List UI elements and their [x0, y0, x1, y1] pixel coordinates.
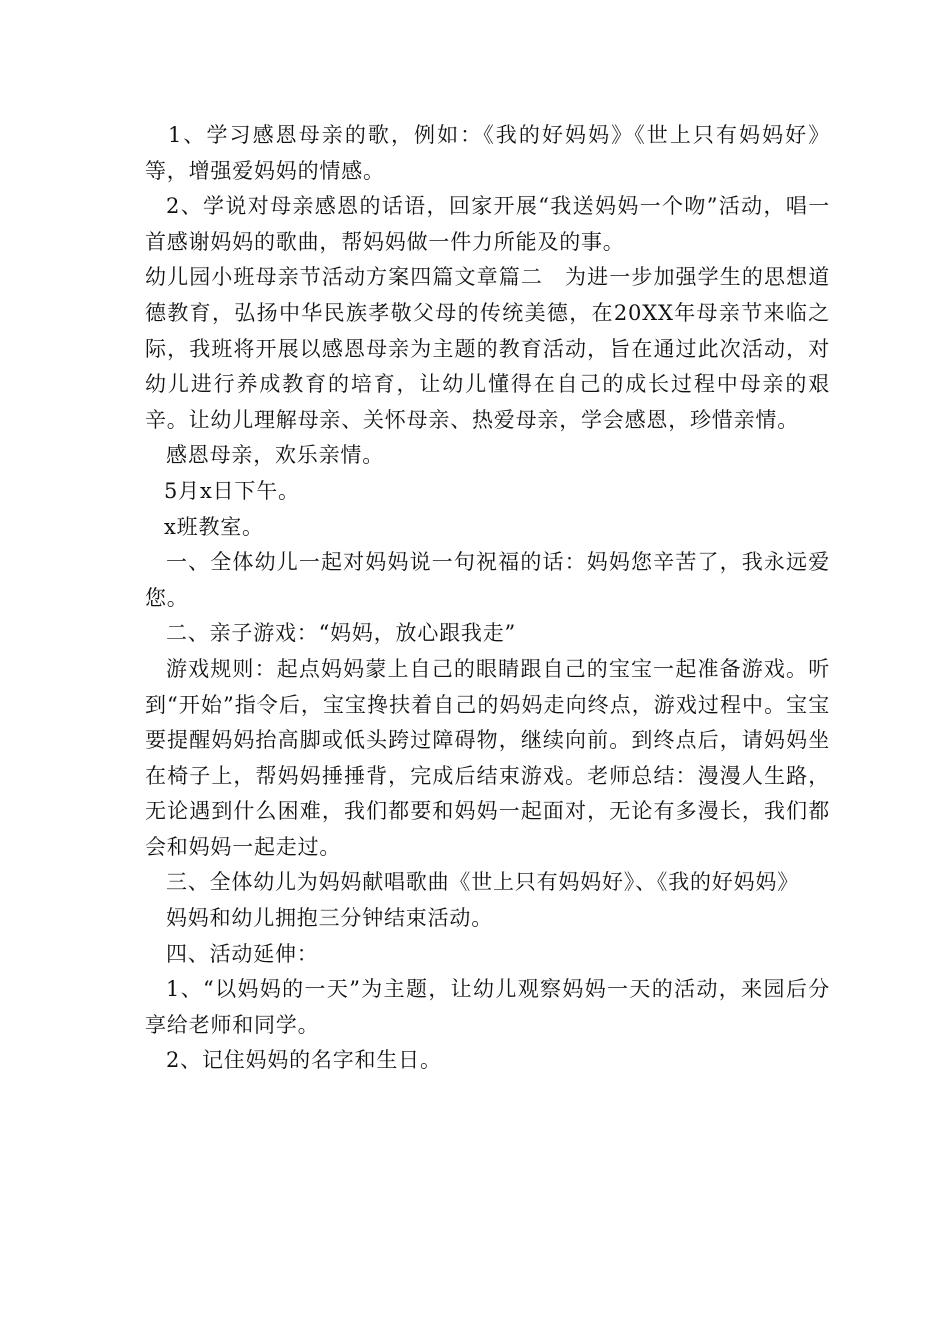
paragraph: 三、全体幼儿为妈妈献唱歌曲《世上只有妈妈好》、《我的好妈妈》	[166, 870, 799, 895]
paragraph: 5月x日下午。	[164, 478, 300, 503]
paragraph: 1、学习感恩母亲的歌，例如：《我的好妈妈》《世上只有妈妈好》等，增强爱妈妈的情感。	[145, 123, 830, 183]
document-body	[145, 118, 830, 1079]
paragraph: 一、全体幼儿一起对妈妈说一句祝福的话：妈妈您辛苦了，我永远爱您。	[145, 550, 830, 610]
paragraph: 游戏规则：起点妈妈蒙上自己的眼睛跟自己的宝宝一起准备游戏。听到“开始”指令后，宝宝搀扶着自己的妈妈走向终点，游戏过程中。宝宝要提醒妈妈抬高脚或低头跨过障碍物，继续向前。到终点后，请妈妈坐在椅子上，帮妈妈捶捶背，完成后结束游戏。老师总结：漫漫人生路，无论遇到什么困难，我们都要和妈妈一起面对，无论有多漫长，我们都会和妈妈一起走过。	[145, 656, 830, 859]
paragraph: 二、亲子游戏：“妈妈，放心跟我走”	[166, 621, 517, 646]
paragraph: 1、“以妈妈的一天”为主题，让幼儿观察妈妈一天的活动，来园后分享给老师和同学。	[145, 977, 830, 1037]
paragraph: 四、活动延伸：	[166, 941, 319, 966]
paragraph: 妈妈和幼儿拥抱三分钟结束活动。	[166, 906, 493, 931]
paragraph: x班教室。	[164, 514, 264, 539]
paragraph: 感恩母亲，欢乐亲情。	[166, 443, 384, 468]
paragraph: 2、学说对母亲感恩的话语，回家开展“我送妈妈一个吻”活动，唱一首感谢妈妈的歌曲，帮妈妈做一件力所能及的事。	[145, 194, 830, 254]
paragraph: 幼儿园小班母亲节活动方案四篇文章篇二 为进一步加强学生的思想道德教育，弘扬中华民族孝敬父母的传统美德，在20XX年母亲节来临之际，我班将开展以感恩母亲为主题的教育活动，旨在通过此次活动，对幼儿进行养成教育的培育，让幼儿懂得在自己的成长过程中母亲的艰辛。让幼儿理解母亲、关怀母亲、热爱母亲，学会感恩，珍惜亲情。	[145, 265, 830, 432]
paragraph: 2、记住妈妈的名字和生日。	[166, 1048, 442, 1073]
